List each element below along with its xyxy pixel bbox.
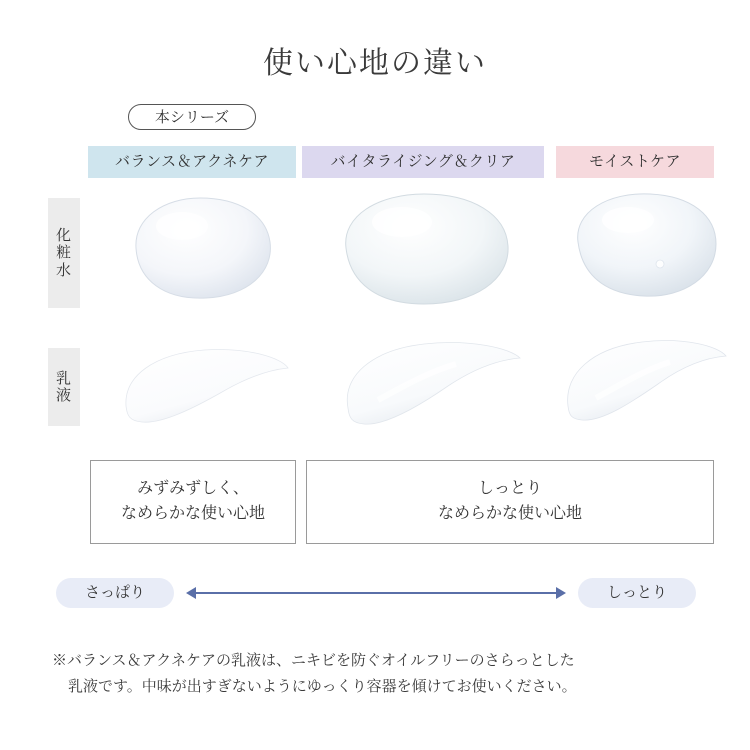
column-header-moist-care: モイストケア (556, 146, 714, 178)
row-label-emulsion (48, 348, 80, 426)
description-box-refreshing-line2: なめらかな使い心地 (120, 505, 265, 522)
lotion-sample-moist-care (566, 186, 726, 308)
scale-arrow (186, 586, 566, 600)
emulsion-sample-balance-acne-care (118, 336, 298, 436)
description-box-refreshing-line1: みずみずしく、 (137, 480, 249, 498)
scale-label-rich: しっとり (578, 578, 696, 608)
row-label-emulsion-char-1: 乳 (55, 369, 72, 387)
column-header-vitalizing-clear: バイタライジング＆クリア (302, 146, 544, 178)
row-label-lotion-char-1: 化 (55, 227, 72, 245)
lotion-sample-balance-acne-care (120, 190, 290, 310)
scale-arrow-head-right (556, 587, 566, 599)
emulsion-sample-vitalizing-clear (338, 330, 528, 438)
lotion-sample-vitalizing-clear (332, 186, 522, 314)
row-label-lotion-char-3: 水 (55, 261, 72, 279)
footnote-line-2: 乳液です。中味が出すぎないようにゆっくり容器を傾けてお使いください。 (68, 678, 577, 696)
footnote-line-1: ※バランス＆アクネケアの乳液は、ニキビを防ぐオイルフリーのさらっとした (52, 652, 575, 669)
footnote (52, 648, 712, 701)
row-label-emulsion-char-2: 液 (55, 387, 72, 404)
row-label-lotion-char-2: 粧 (55, 244, 72, 262)
scale-arrow-line (194, 592, 558, 594)
description-box-moist (306, 460, 714, 544)
series-badge: 本シリーズ (128, 104, 256, 130)
column-header-balance-acne-care: バランス＆アクネケア (88, 146, 296, 178)
emulsion-sample-moist-care (560, 330, 730, 436)
description-box-moist-line2: なめらかな使い心地 (437, 505, 582, 522)
description-box-moist-line1: しっとり (477, 480, 542, 498)
row-label-lotion (48, 198, 80, 308)
description-box-refreshing (90, 460, 296, 544)
page-title: 使い心地の違い (263, 47, 487, 80)
scale-arrow-head-left (186, 587, 196, 599)
scale-label-light: さっぱり (56, 578, 174, 608)
